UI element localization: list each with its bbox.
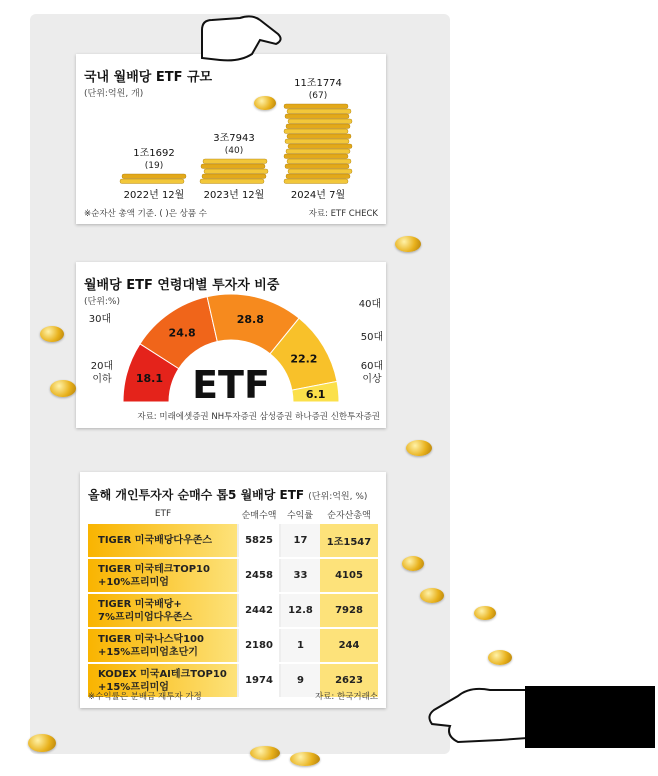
age-label: 이하 [92,374,112,385]
coin-icon [250,746,280,760]
etf-name [88,558,238,593]
age-label: 30대 [88,314,112,325]
table-row [88,524,378,558]
bar-value-label: 11조1774 [294,78,342,89]
header-return: 수익률 [286,510,314,521]
etf-name-line2: +15%프리미엄 [98,681,169,693]
coin-icon [50,380,76,397]
age-share-chart [76,262,386,412]
bar-value-label: 1조1692 [133,148,175,159]
panel-title-text: 올해 개인투자자 순매수 톱5 월배당 ETF [88,488,305,502]
age-share-panel [76,262,386,428]
table-row [88,558,378,593]
panel-title [88,486,367,503]
coin-icon [40,326,64,342]
return-cell: 12.8 [280,593,320,628]
total-cell: 4105 [320,558,378,593]
panel-title: 국내 월배당 ETF 규모 [84,70,213,85]
header-buy: 순매수액 [241,510,277,521]
slice-value-label: 28.8 [236,313,264,327]
panel-title: 월배당 ETF 연령대별 투자자 비중 [84,278,280,293]
coin-icon [254,96,276,110]
table-row [88,593,378,628]
slice-value-label: 24.8 [168,326,196,340]
unit-label: (단위:억원, 개) [84,89,144,99]
source-label: 자료: 한국거래소 [314,692,378,702]
source-label: 자료: ETF CHECK [308,209,378,219]
bar-value-label: 3조7943 [213,133,255,144]
bar-count-label: (40) [224,146,244,156]
coin-icon [290,752,320,766]
x-tick-label: 2023년 12월 [203,190,265,201]
bar [120,174,186,184]
buy-cell: 1974 [238,663,280,698]
coin-icon [406,440,432,456]
etf-name-line1: TIGER 미국배당다우존스 [98,535,213,546]
return-cell: 1 [280,628,320,663]
source-label: 자료: 미래에셋증권 NH투자증권 삼성증권 하나증권 신한투자증권 [137,412,380,422]
total-cell: 7928 [320,593,378,628]
slice-value-label: 18.1 [135,372,163,386]
etf-name-line1: TIGER 미국배당+ [98,598,182,610]
etf-name-line2: +10%프리미엄 [98,576,169,588]
top5-panel [80,472,386,708]
etf-size-panel [76,54,386,224]
hand-bottom-icon [420,680,530,750]
total-cell: 244 [320,628,378,663]
center-label: ETF [192,363,270,407]
footnote: ※순자산 총액 기준. ( )은 상품 수 [84,209,207,219]
etf-size-chart [76,54,386,204]
slice-value-label: 22.2 [290,352,318,366]
coin-icon [395,236,421,252]
return-cell: 9 [280,663,320,698]
etf-name-line1: TIGER 미국테크TOP10 [98,563,210,575]
coin-icon [28,734,56,752]
coin-icon [402,556,424,571]
redaction-box [525,686,655,748]
total-cell: 2623 [320,663,378,698]
coin-icon [420,588,444,603]
etf-name [88,593,238,628]
slice-value-label: 6.1 [305,387,326,401]
etf-name-line2: 7%프리미엄다우존스 [98,611,193,623]
x-tick-label: 2022년 12월 [123,190,185,201]
bar-count-label: (19) [144,161,164,171]
etf-name [88,524,238,558]
footnote: ※수익률은 분배금 재투자 가정 [88,692,202,702]
age-label: 40대 [358,299,382,310]
total-cell: 1조1547 [320,524,378,558]
x-tick-label: 2024년 7월 [290,190,346,201]
top5-table [88,504,378,699]
coin-icon [488,650,512,665]
bar-count-label: (67) [308,91,328,101]
etf-name-line1: TIGER 미국나스닥100 [98,633,204,645]
header-etf: ETF [154,509,172,519]
unit-label: (단위:%) [84,297,120,307]
return-cell: 33 [280,558,320,593]
etf-name-line1: KODEX 미국AI테크TOP10 [98,668,227,680]
age-label: 50대 [360,332,384,343]
etf-name-line2: +15%프리미엄초단기 [98,646,198,658]
buy-cell: 2458 [238,558,280,593]
age-label: 이상 [362,374,382,385]
hand-top-icon [200,10,290,70]
buy-cell: 5825 [238,524,280,558]
coin-icon [474,606,496,620]
age-label: 20대 [90,361,114,372]
buy-cell: 2442 [238,593,280,628]
table-header-row [88,504,378,524]
unit-label: (단위:억원, %) [308,492,368,502]
header-total: 순자산총액 [327,510,371,521]
return-cell: 17 [280,524,320,558]
bar [284,104,352,184]
age-label: 60대 [360,361,384,372]
bar [200,159,268,184]
etf-name [88,628,238,663]
table-row [88,628,378,663]
buy-cell: 2180 [238,628,280,663]
